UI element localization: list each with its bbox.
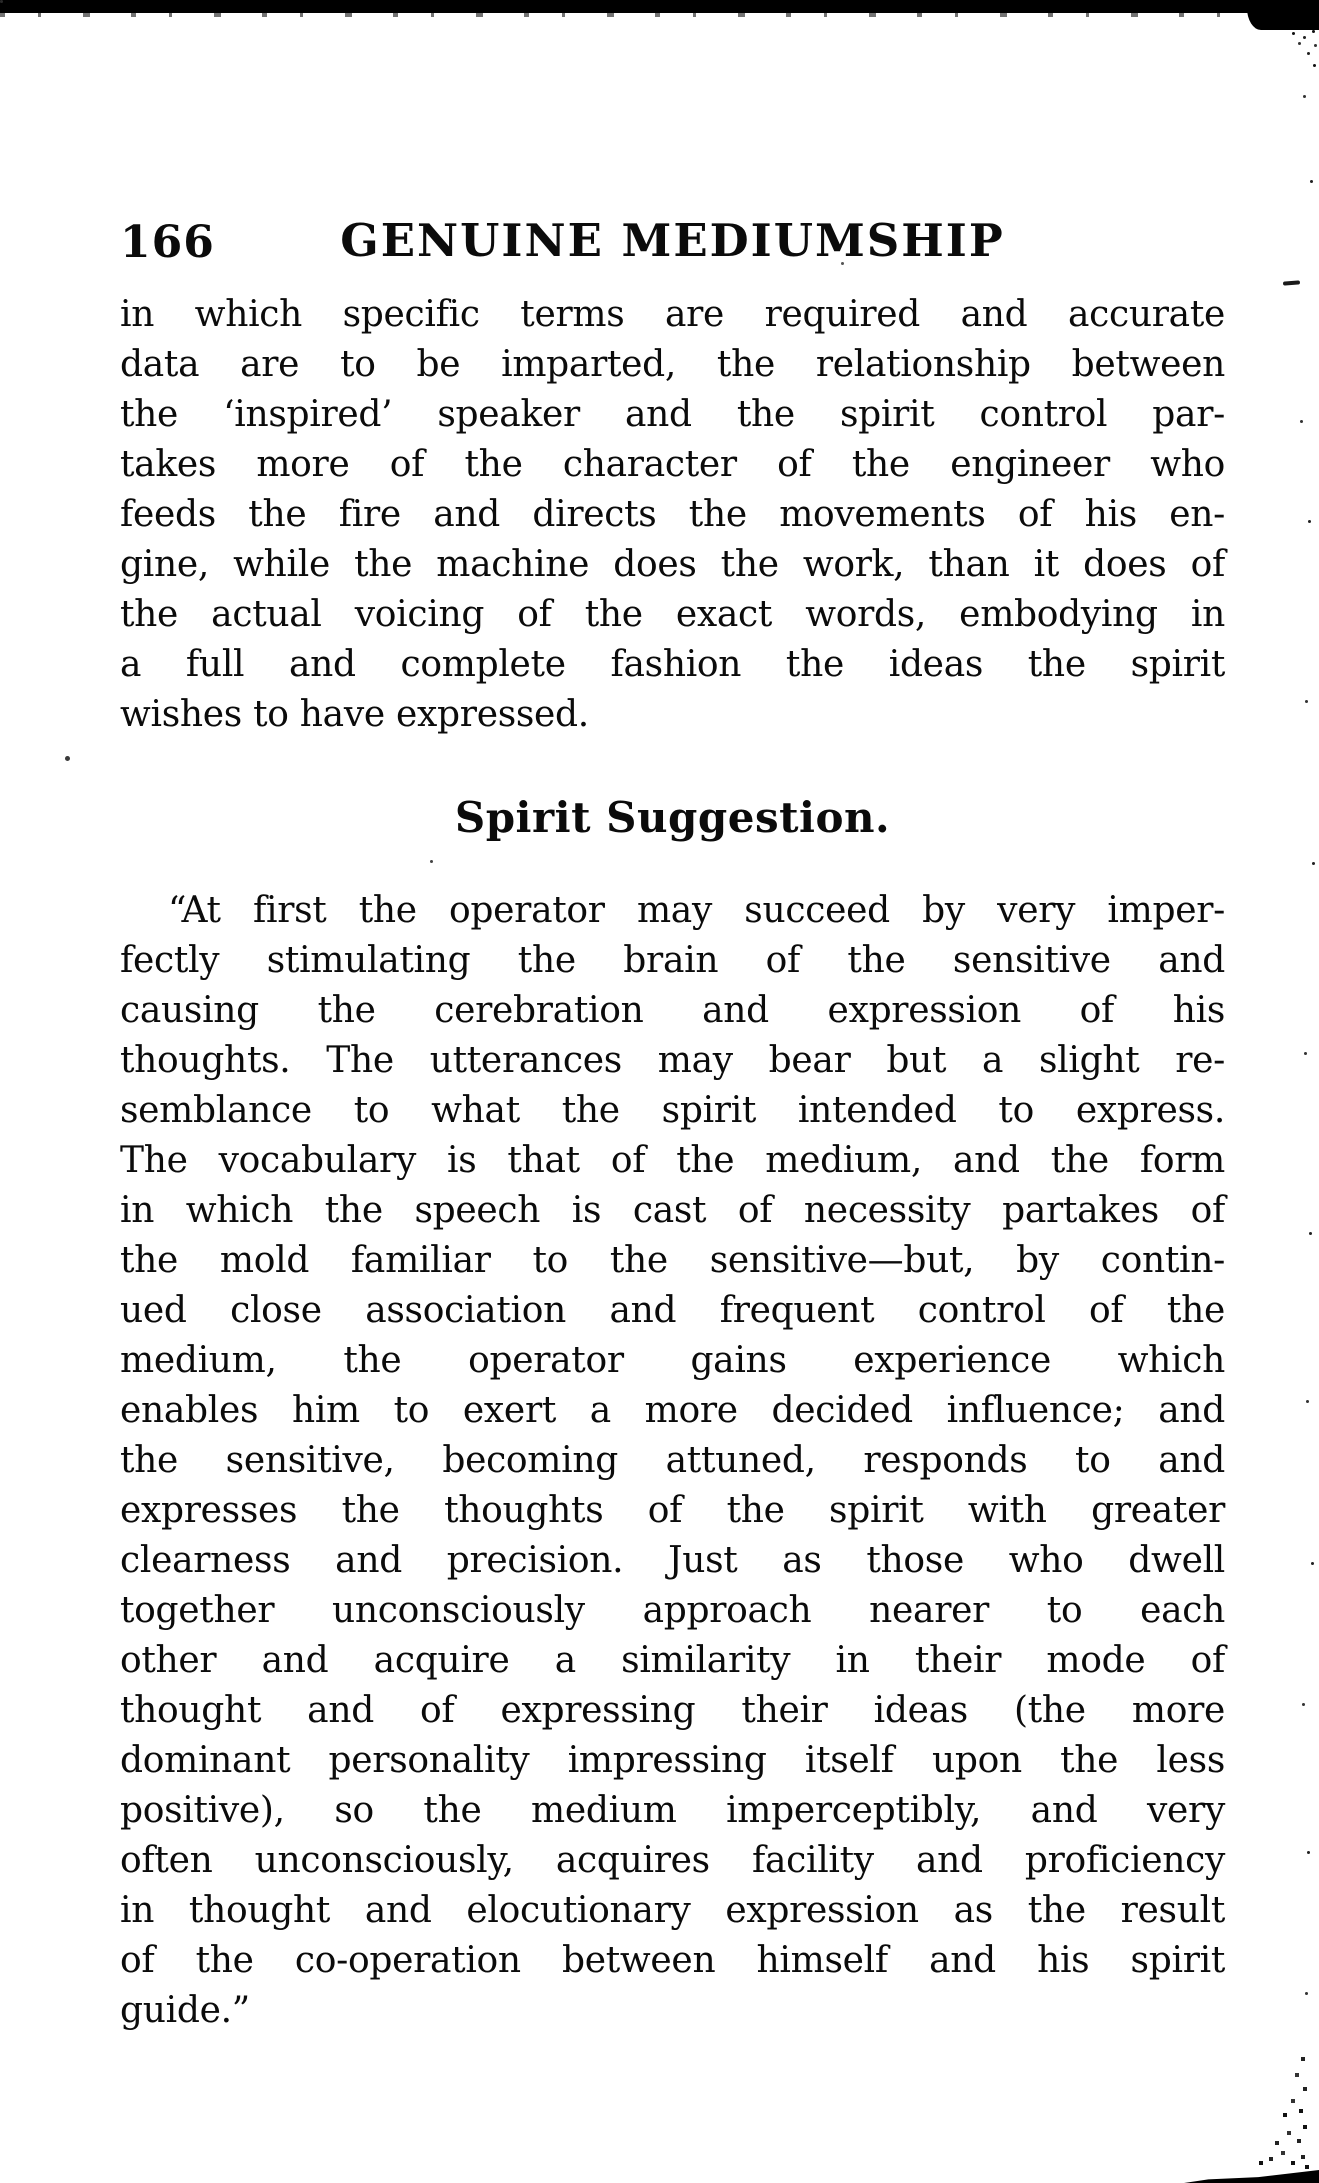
text-line: the sensitive, becoming attuned, responds to and [120,1440,1225,1481]
text-line: data are to be imparted, the relationship between [120,344,1225,385]
text-line: clearness and precision. Just as those who dwell [120,1540,1225,1581]
text-line: fectly stimulating the brain of the sensitive and [120,940,1225,981]
text-line: dominant personality impressing itself upon the less [120,1740,1225,1781]
scan-speckle-noise [0,0,3,3]
scan-artifact-bottom-right-wedge [1184,2170,1319,2183]
text-line: gine, while the machine does the work, than it does of [120,544,1225,585]
scan-artifact-top-right-blob [1247,0,1319,30]
text-line: medium, the operator gains experience which [120,1340,1225,1381]
text-line: wishes to have expressed. [120,694,589,735]
text-line: positive), so the medium imperceptibly, and very [120,1790,1225,1831]
text-line: in thought and elocutionary expression as the result [120,1890,1225,1931]
paragraph-spirit-suggestion [120,886,1225,2036]
scan-artifact-top-bar [0,0,1319,13]
text-line: the mold familiar to the sensitive—but, by contin- [120,1240,1225,1281]
text-line: ued close association and frequent control of the [120,1290,1225,1331]
text-line: other and acquire a similarity in their mode of [120,1640,1225,1681]
text-line: in which specific terms are required and accurate [120,294,1225,335]
scan-margin-dash [1283,280,1300,285]
scan-artifact-bottom-right-speckles [1305,2165,1309,2169]
text-line: thought and of expressing their ideas (the more [120,1690,1225,1731]
text-line: feeds the fire and directs the movements of his en- [120,494,1225,535]
text-line: causing the cerebration and expression of his [120,990,1225,1031]
page-header [120,214,1225,266]
text-line: a full and complete fashion the ideas the spirit [120,644,1225,685]
paragraph-opening [120,290,1225,740]
text-line: the actual voicing of the exact words, embodying in [120,594,1225,635]
text-line: “At first the operator may succeed by very imper- [168,890,1225,931]
text-line: often unconsciously, acquires facility and proficiency [120,1840,1225,1881]
text-line: of the co-operation between himself and his spirit [120,1940,1225,1981]
text-line: The vocabulary is that of the medium, and the form [120,1140,1225,1181]
text-line: semblance to what the spirit intended to express. [120,1090,1225,1131]
section-heading: Spirit Suggestion. [454,793,891,842]
text-line: guide.” [120,1990,250,2031]
text-line: the ‘inspired’ speaker and the spirit control par- [120,394,1225,435]
text-line: together unconsciously approach nearer to each [120,1590,1225,1631]
text-line: enables him to exert a more decided influence; and [120,1390,1225,1431]
text-line: in which the speech is cast of necessity partakes of [120,1190,1225,1231]
running-title: GENUINE MEDIUMSHIP [340,214,1005,267]
text-line: expresses the thoughts of the spirit with greater [120,1490,1225,1531]
page-number: 166 [120,217,215,268]
text-line: thoughts. The utterances may bear but a slight re- [120,1040,1225,1081]
text-line: takes more of the character of the engineer who [120,444,1225,485]
